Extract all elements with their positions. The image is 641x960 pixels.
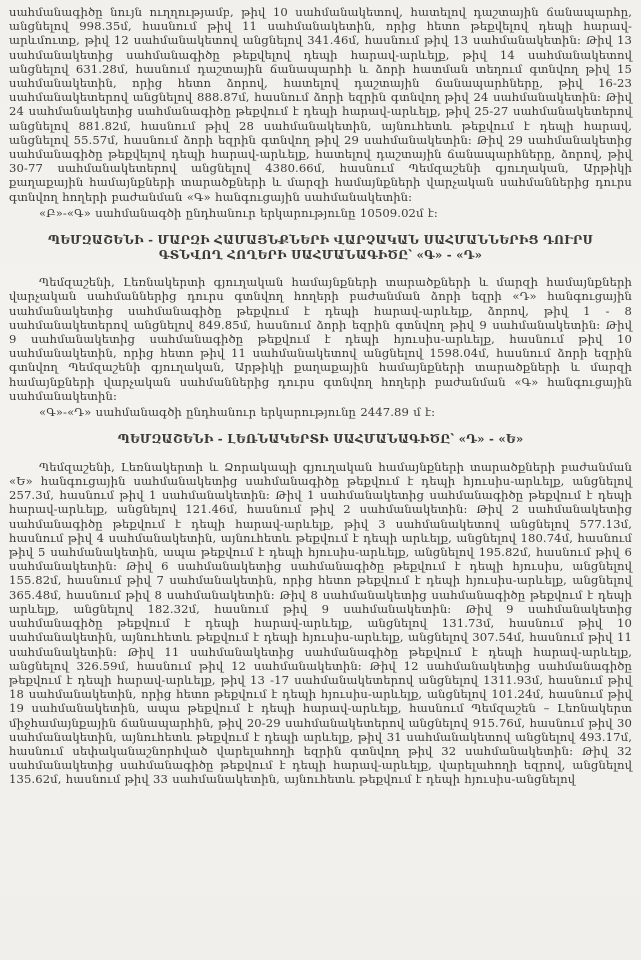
total-length-line-b-g: «Բ»-«Գ» սահմանագծի ընդհանուր երկարությունը 10509.02մ է։	[39, 205, 438, 220]
section-heading-g-d: ՊԵՄԶԱՇԵՆԻ - ՄԱՐԶԻ ՀԱՄԱՅՆՔՆԵՐԻ ՎԱՐՉԱԿԱՆ ՍԱՀՄԱՆՆԵՐԻՑ ԴՈՒՐՍ ԳՏՆՎՈՂ ՀՈՂԵՐԻ ՍԱՀՄԱՆԱԳԻԾԸ՝ «Գ» - «Դ»	[47, 233, 594, 262]
paragraph-boundary-g-d: Պեմզաշենի, Լեռնակերտի գյուղական համայնքների տարածքների և մարզի համայնքների վարչական սահմաններից դուրս գտնվող հողերի բաժանման ձորի եզրի «Դ» հանգուցային սահմանակետից սահմանագիծը թեքվում է դեպի հարավ-արևելք, ձորով, թիվ 1 - 8 սահմանակետերով անցնելով 849.85մ, հասնում ձորի եզրին գտնվող թիվ 9 սահմանակետին։ Թիվ 9 սահմանակետից սահմանագիծը թեքվում է դեպի հյուսիս-արևելք, հասնում թիվ 10 սահմանակետին, որից հետո թիվ 11 սահմանակետով անցնելով 1598.04մ, հասնում ձորի եզրին գտնվող Պեմզաշենի գյուղական, Արթիկի քաղաքային համայնքների տարածքների և մարզի համայնքների վարչական սահմաններից դուրս գտնվող հողերի բաժանման «Գ» հանգուցային սահմանակետին։	[9, 275, 632, 403]
paragraph-boundary-b-g-continuation: սահմանագիծը նույն ուղղությամբ, թիվ 10 սահմանակետով, հատելով դաշտային ճանապարհը, անցնելով 998.35մ, հասնում թիվ 11 սահմանակետին, որից հետո թեքվելով դեպի հարավ-արևմուտք, թիվ 12 սահմանակետով անցնելով 341.46մ, հասնում թիվ 13 սահմանակետին։ Թիվ 13 սահմանակետից սահմանագիծը թեքվելով դեպի հարավ-արևելք, թիվ 14 սահմանակետով անցնելով 631.28մ, հասնում դաշտային ճանապարհի և ձորի հատման տեղում գտնվող թիվ 15 սահմանակետին, որից հետո ձորով, հատելով դաշտային ճանապարհները, թիվ 16-23 սահմանակետերով անցնելով 888.87մ, հասնում ձորի եզրին գտնվող թիվ 24 սահմանակետին։ Թիվ 24 սահմանակետից սահմանագիծը թեքվում է դեպի հարավ-արևելք, թիվ 25-27 սահմանակետերով անցնելով 881.82մ, հասնում թիվ 28 սահմանակետին, այնուհետև թեքվում է դեպի հարավ, անցնելով 55.57մ, հասնում ձորի եզրին գտնվող թիվ 29 սահմանակետին։ Թիվ 29 սահմանակետից սահմանագիծը թեքվելով դեպի հարավ-արևելք, հատելով դաշտային ճանապարհները, ձորով, թիվ 30-77 սահմանակետերով անցնելով 4380.66մ, հասնում Պեմզաշենի գյուղական, Արթիկի քաղաքային համայնքների տարածքների և մարզի համայնքների վարչական սահմաններից դուրս գտնվող հողերի բաժանման «Գ» հանգուցային սահմանակետին։	[9, 5, 632, 204]
section-heading-d-e: ՊԵՄԶԱՇԵՆԻ - ԼԵՌՆԱԿԵՐՏԻ ՍԱՀՄԱՆԱԳԻԾԸ՝ «Դ» - «Ե»	[117, 432, 524, 447]
total-length-line-g-d: «Գ»-«Դ» սահմանագծի ընդհանուր երկարությունը 2447.89 մ է։	[39, 405, 436, 420]
paragraph-boundary-d-e: Պեմզաշենի, Լեռնակերտի և Ձորակապի գյուղական համայնքների տարածքների բաժանման «Ե» հանգուցային սահմանակետից սահմանագիծը թեքվում է դեպի հյուսիս-արևելք, անցնելով 257.3մ, հասնում թիվ 1 սահմանակետին։ Թիվ 1 սահմանակետից սահմանագիծը թեքվում է դեպի հարավ-արևելք, անցնելով 121.46մ, հասնում թիվ 2 սահմանակետին։ Թիվ 2 սահմանակետից սահմանագիծը թեքվում է դեպի հարավ-արևելք, թիվ 3 սահմանակետով անցնելով 577.13մ, հասնում թիվ 4 սահմանակետին, այնուհետև թեքվում է դեպի արևելք, անցնելով 180.74մ, հասնում թիվ 5 սահմանակետին, ապա թեքվում է դեպի հյուսիս-արևելք, անցնելով 195.82մ, հասնում թիվ 6 սահմանակետին։ Թիվ 6 սահմանակետից սահմանագիծը թեքվում է դեպի հյուսիս, անցնելով 155.82մ, հասնում թիվ 7 սահմանակետին, որից հետո թեքվում է դեպի հյուսիս-արևելք, անցնելով 365.48մ, հասնում թիվ 8 սահմանակետին։ Թիվ 8 սահմանակետից սահմանագիծը թեքվում է դեպի արևելք, անցնելով 182.32մ, հասնում թիվ 9 սահմանակետին։ Թիվ 9 սահմանակետից սահմանագիծը թեքվում է դեպի հարավ-արևելք, անցնելով 131.73մ, հասնում թիվ 10 սահմանակետին, այնուհետև թեքվում է դեպի հյուսիս-արևելք, անցնելով 307.54մ, հասնում թիվ 11 սահմանակետին։ Թիվ 11 սահմանակետից սահմանագիծը թեքվում է դեպի հարավ-արևելք, անցնելով 326.59մ, հասնում թիվ 12 սահմանակետին։ Թիվ 12 սահմանակետից սահմանագիծը թեքվում է դեպի հարավ-արևելք, թիվ 13 -17 սահմանակետերով անցնելով 1311.93մ, հասնում թիվ 18 սահմանակետին, որից հետո թեքվում է դեպի հյուսիս-արևելք, անցնելով 101.24մ, հասնում թիվ 19 սահմանակետին, ապա թեքվում է դեպի հարավ-արևելք, հասնում Պեմզաշեն – Լեռնակերտ միջհամայնքային ճանապարհին, թիվ 20-29 սահմանակետերով անցնելով 915.76մ, հասնում թիվ 30 սահմանակետին, այնուհետև թեքվում է դեպի արևելք, թիվ 31 սահմանակետով անցնելով 493.17մ, հասնում սեփականաշնորհված վարելահողի եզրին գտնվող թիվ 32 սահմանակետին։ Թիվ 32 սահմանակետից սահմանագիծը թեքվում է դեպի հարավ-արևելք, վարելահողի եզրով, անցնելով 135.62մ, հասնում թիվ 33 սահմանակետին, այնուհետև թեքվում է դեպի հյուսիս-անցնելով	[9, 459, 632, 787]
